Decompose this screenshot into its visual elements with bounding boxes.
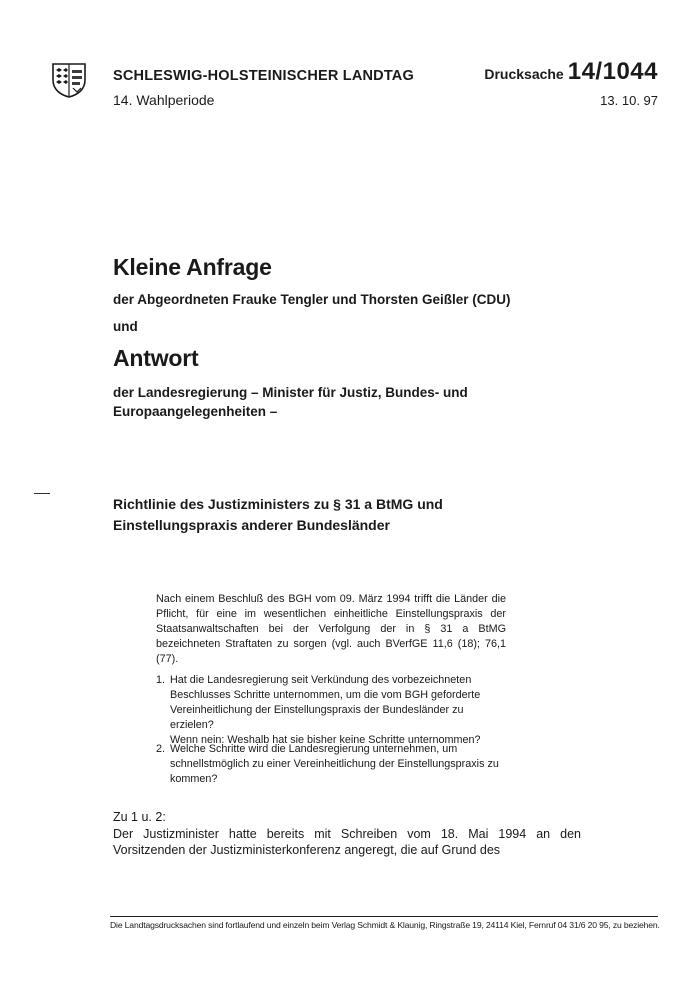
question-1: [156, 673, 506, 748]
answer-heading: Zu 1 u. 2:: [113, 810, 166, 824]
question-number: 1.: [156, 674, 166, 686]
question-text: Hat die Landesregierung seit Verkündung des vorbezeichneten Beschlusses Schritte unternommen, um die vom BGH geforderte Vereinheitlichung der Einstellungspraxis der Bundesländer zu erzielen?: [170, 674, 481, 731]
parliament-name: SCHLESWIG-HOLSTEINISCHER LANDTAG: [113, 68, 414, 84]
drucksache-number: 14/1044: [567, 58, 658, 85]
question-number: 2.: [156, 743, 166, 755]
government-ministry: der Landesregierung – Minister für Justiz, Bundes- und Europaangelegenheiten –: [113, 385, 468, 419]
election-period: 14. Wahlperiode: [113, 92, 215, 108]
topic-heading: Richtlinie des Justizministers zu § 31 a BtMG und Einstellungspraxis anderer Bundesländer: [113, 496, 443, 533]
drucksache: [484, 58, 658, 86]
question-followup: Wenn nein: Weshalb hat sie bisher keine Schritte unternommen?: [170, 734, 481, 746]
document-date: 13. 10. 97: [600, 93, 658, 108]
question-text: Welche Schritte wird die Landesregierung unternehmen, um schnellstmöglich zu einer Vereinheitlichung der Einstellungspraxis zu kommen?: [170, 743, 499, 785]
question-2: [156, 742, 506, 787]
inquirers: der Abgeordneten Frauke Tengler und Thorsten Geißler (CDU): [113, 292, 511, 307]
coat-of-arms-icon: [50, 62, 88, 98]
answer-title: Antwort: [113, 345, 199, 371]
drucksache-label: Drucksache: [484, 66, 564, 82]
answer-text: Der Justizminister hatte bereits mit Schreiben vom 18. Mai 1994 an den Vorsitzenden der Justizministerkonferenz angeregt, die auf Grund des: [113, 827, 581, 857]
margin-mark: [34, 493, 50, 494]
and-connector: und: [113, 319, 138, 334]
footer-note: Die Landtagsdrucksachen sind fortlaufend und einzeln beim Verlag Schmidt & Klaunig, Ringstraße 19, 24114 Kiel, Fernruf 04 31/6 20 95, zu beziehen.: [110, 920, 660, 930]
intro-paragraph: Nach einem Beschluß des BGH vom 09. März 1994 trifft die Länder die Pflicht, für eine im wesentlichen einheitliche Einstellungspraxis der Staatsanwaltschaften bei der Verfolgung der in § 31 a BtMG bezeichneten Straftaten zu sorgen (vgl. auch BVerfGE 11,6 (18); 76,1 (77).: [156, 593, 506, 665]
inquiry-title: Kleine Anfrage: [113, 254, 272, 280]
footer-divider: [110, 916, 658, 917]
